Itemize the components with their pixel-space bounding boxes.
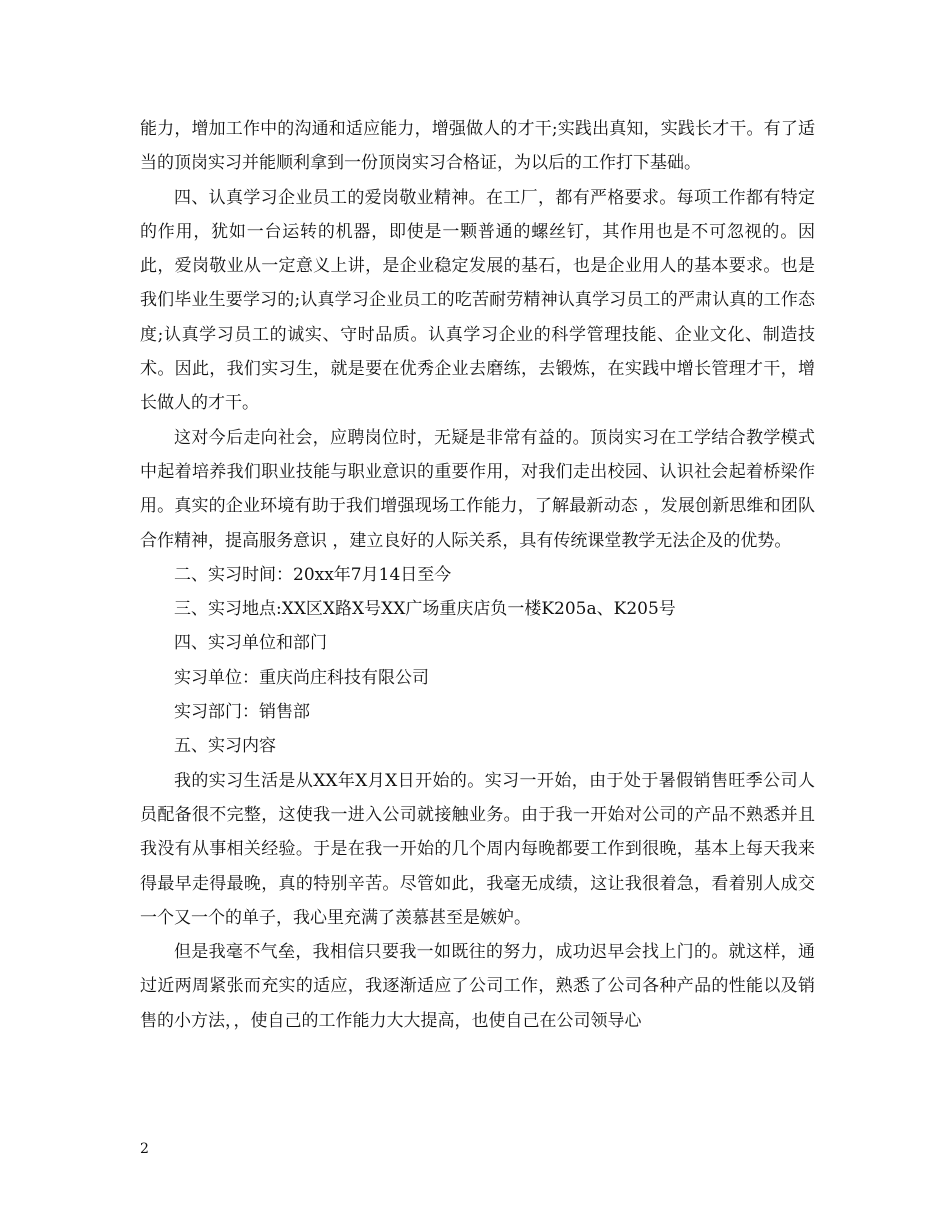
page-number: 2 [140,1141,149,1157]
paragraph-internship-time: 二、实习时间：20xx年7月14日至今 [174,564,452,585]
paragraph-internship-benefit: 这对今后走向社会，应聘岗位时，无疑是非常有益的。顶岗实习在工学结合教学模式中起着培养我们职业技能与职业意识的重要作用，对我们走出校园、认识社会起着桥梁作用。真实的企业环境有助于我们增强现场工作能力，了解最新动态 ，发展创新思维和团队合作精神，提高服务意识 ，建立良好的人际关系，具有传统课堂教学无法企及的优势。 [140,427,815,551]
paragraph-continuation: 能力，增加工作中的沟通和适应能力，增强做人的才干;实践出真知，实践长才干。有了适当的顶岗实习并能顺利拿到一份顶岗实习合格证，为以后的工作打下基础。 [140,119,815,174]
paragraph-internship-location: 三、实习地点:XX区X路X号XX广场重庆店负一楼K205a、K205号 [174,599,676,620]
paragraph-internship-department: 实习部门：销售部 [174,702,310,723]
paragraph-internship-unit: 实习单位：重庆尚庄科技有限公司 [174,667,429,688]
paragraph-job-dedication: 四、认真学习企业员工的爱岗敬业精神。在工厂，都有严格要求。每项工作都有特定的作用，犹如一台运转的机器，即使是一颗普通的螺丝钉，其作用也是不可忽视的。因此，爱岗敬业从一定意义上讲，是企业稳定发展的基石，也是企业用人的基本要求。也是我们毕业生要学习的;认真学习企业员工的吃苦耐劳精神认真学习员工的严肃认真的工作态度;认真学习员工的诚实、守时品质。认真学习企业的科学管理技能、企业文化、制造技术。因此，我们实习生，就是要在优秀企业去磨练，去锻炼，在实践中增长管理才干，增长做人的才干。 [140,187,815,414]
paragraph-unit-heading: 四、实习单位和部门 [174,633,327,654]
body-text [140,112,815,1038]
paragraph-content-heading: 五、实习内容 [174,736,276,757]
paragraph-perseverance: 但是我毫不气垒，我相信只要我一如既往的努力，成功迟早会找上门的。就这样，通过近两周紧张而充实的适应，我逐渐适应了公司工作，熟悉了公司各种产品的性能以及销售的小方法，，使自己的工作能力大大提高，也使自己在公司领导心 [140,942,815,1031]
paragraph-internship-start: 我的实习生活是从XX年X月X日开始的。实习一开始，由于处于暑假销售旺季公司人员配备很不完整，这使我一进入公司就接触业务。由于我一开始对公司的产品不熟悉并且我没有从事相关经验。于是在我一开始的几个周内每晚都要工作到很晚，基本上每天我来得最早走得最晚，真的特别辛苦。尽管如此，我毫无成绩，这让我很着急，看着别人成交一个又一个的单子，我心里充满了羡慕甚至是嫉妒。 [140,770,815,928]
